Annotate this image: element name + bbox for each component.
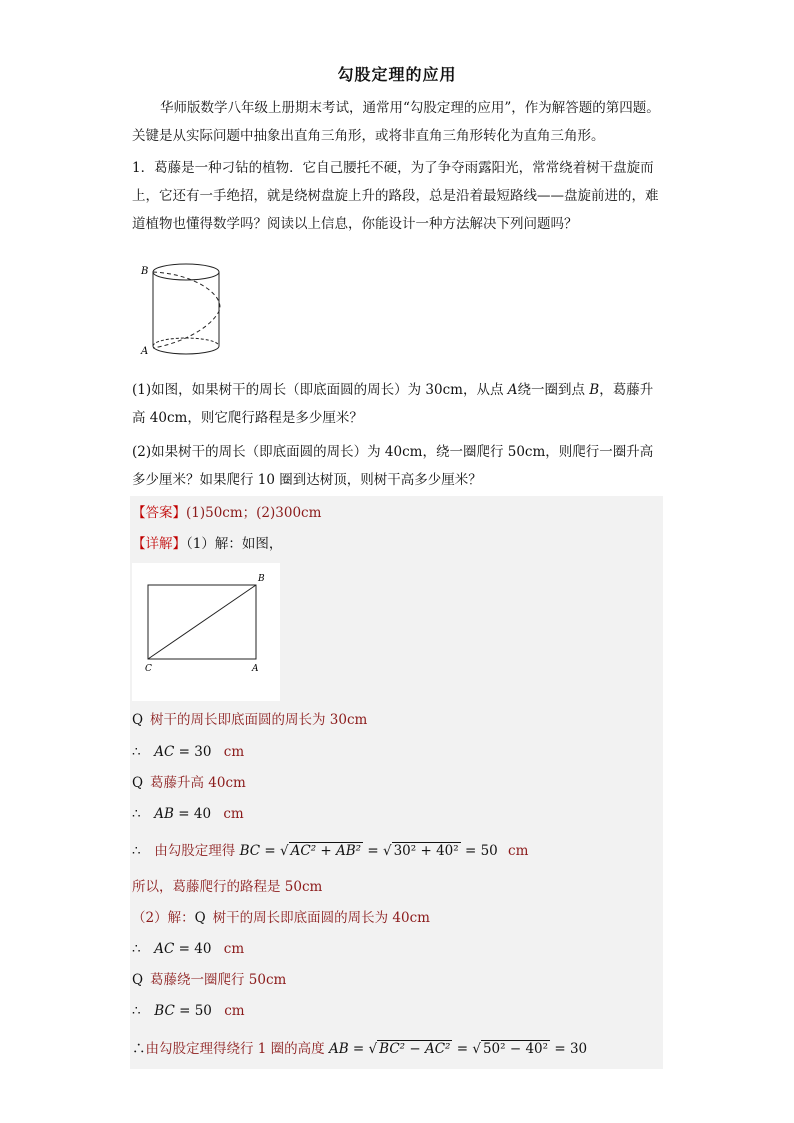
- cylinder-label-b: B: [141, 266, 149, 277]
- therefore-symbol: ∴: [132, 843, 141, 859]
- step-line-6: 所以，葛藤爬行的路程是 50cm: [132, 879, 323, 895]
- therefore-symbol: ∴: [132, 1041, 146, 1057]
- step-line-1: Q 树干的周长即底面圆的周长为 30cm: [132, 712, 368, 728]
- answer-line: [132, 503, 321, 523]
- intro-paragraph: 华师版数学八年级上册期末考试，通常用“勾股定理的应用”，作为解答题的第四题。关键是从实际问题中抽象出直角三角形，或将非直角三角形转化为直角三角形。: [132, 100, 660, 144]
- cylinder-bottom-front: [153, 346, 219, 354]
- cylinder-bottom-back: [153, 338, 219, 346]
- step-line-5: ∴ 由勾股定理得 BC = √ AC² + AB² = √ 30² + 40² = 50 cm: [132, 843, 529, 859]
- therefore-symbol: ∴: [132, 744, 141, 760]
- step-line-8: ∴ AC = 40 cm: [132, 941, 245, 957]
- question-1-text: 1．葛藤是一种刁钻的植物．它自己腰托不硬，为了争夺雨露阳光，常常绕着树干盘旋而上，它还有一手绝招，就是绕树盘旋上升的路段，总是沿着最短路线——盘旋前进的，难道植物也懂得数学吗？阅读以上信息，你能设计一种方法解决下列问题吗？: [132, 160, 659, 232]
- sub-question-2: (2)如果树干的周长（即底面圆的周长）为 40cm，绕一圈爬行 50cm，则爬行一圈升高多少厘米？如果爬行 10 圈到达树顶，则树干高多少厘米？: [132, 444, 654, 488]
- therefore-symbol: ∴: [132, 941, 141, 957]
- step-line-4: ∴ AB = 40 cm: [132, 806, 244, 822]
- cylinder-top-ellipse: [153, 264, 219, 280]
- answer-value: (1)50cm；(2)300cm: [186, 505, 322, 521]
- cylinder-figure: [138, 258, 228, 360]
- rect-label-b: B: [258, 574, 265, 584]
- detail-start: （1）解：如图，: [186, 536, 283, 552]
- therefore-symbol: ∴: [132, 1003, 141, 1019]
- cylinder-label-a: A: [141, 346, 149, 357]
- step-line-10: ∴ BC = 50 cm: [132, 1003, 245, 1019]
- rectangle-figure-box: [132, 563, 280, 701]
- rect-label-a: A: [252, 664, 259, 674]
- page-title: 勾股定理的应用: [337, 65, 457, 84]
- step-line-9: Q 葛藤绕一圈爬行 50cm: [132, 972, 287, 988]
- because-symbol: Q: [194, 910, 206, 926]
- step-line-3: Q 葛藤升高 40cm: [132, 775, 246, 791]
- answer-label: 【答案】: [132, 505, 186, 521]
- detail-label: 【详解】: [132, 536, 186, 552]
- rectangle-figure: [132, 563, 280, 701]
- rect-label-c: C: [145, 664, 152, 674]
- vine-path: [153, 272, 220, 348]
- because-symbol: Q: [132, 775, 144, 791]
- therefore-symbol: ∴: [132, 806, 141, 822]
- step-line-2: ∴ AC = 30 cm: [132, 744, 245, 760]
- diagonal-cb: [148, 585, 256, 659]
- because-symbol: Q: [132, 712, 144, 728]
- detail-line: [132, 534, 282, 554]
- step-line-11: ∴由勾股定理得绕行 1 圈的高度 AB = √ BC² − AC² = √ 50² − 40² = 30: [132, 1041, 588, 1057]
- sub-question-1: (1)如图，如果树干的周长（即底面圆的周长）为 30cm，从点 A绕一圈到点 B，葛藤升高 40cm，则它爬行路程是多少厘米？: [132, 382, 654, 426]
- step-line-7: （2）解：Q 树干的周长即底面圆的周长为 40cm: [132, 910, 430, 926]
- because-symbol: Q: [132, 972, 144, 988]
